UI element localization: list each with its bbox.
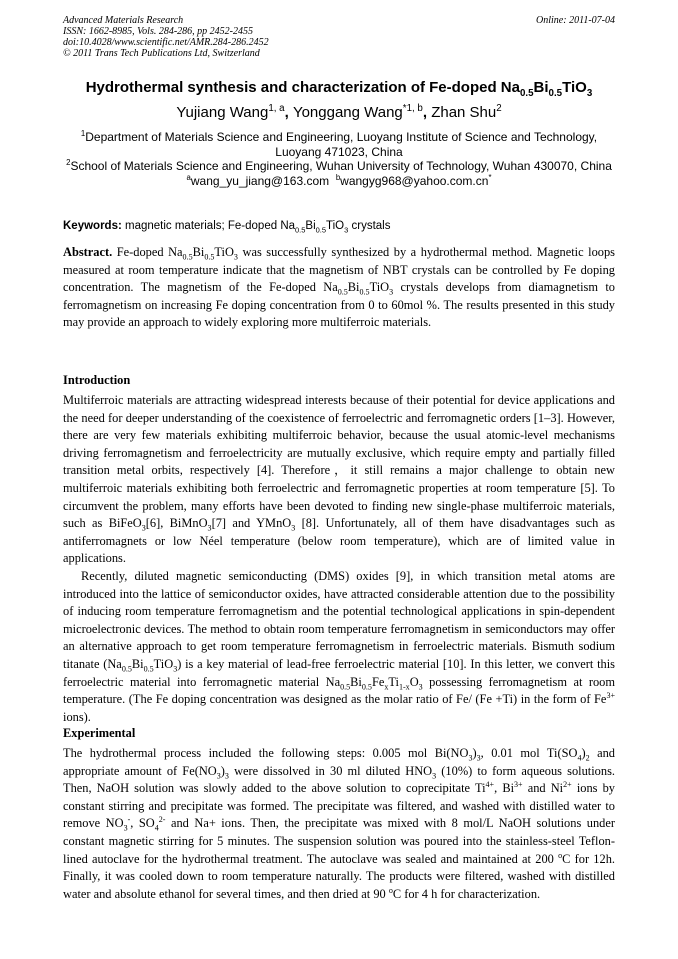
copyright-line: © 2011 Trans Tech Publications Ltd, Switzerland	[63, 48, 260, 59]
author-emails: $^a$wang_yu_jiang@163.com $^b$wangyg968@yahoo.com.cn*	[186, 172, 492, 188]
section-heading-experimental: Experimental	[63, 726, 136, 740]
email-link: wangyg968@yahoo.com.cn	[340, 173, 489, 188]
paragraph: The hydrothermal process included the following steps: 0.005 mol $Bi(NO_3)_3$, 0.01 mol $Ti(SO_4)_2$ and appropriate amount of $Fe(NO_3)_3$ were dissolved in 30 ml diluted $HNO_3$ (10%) to form aqueous solutions. Then, NaOH solution was slowly added to the above solution to coprecipitate $Ti^{4+}$, $Bi^{3+}$ and $Ni^{2+}$ ions by constant stirring and precipitate was formed. The precipitate was filtered, and washed with distilled water to remove $NO_3^-$, $SO_4^{2-}$ and Na+ ions. Then, the precipitate was mixed with 8 mol/L NaOH solutions under constant magnetic stirring for 5 minutes. The suspension solution was poured into the stainless-steel Teflon-lined autoclave for the hydrothermal treatment. The autoclave was sealed and maintained at 200 $^o$C for 12h. Finally, it was cooled down to room temperature naturally. The products were filtered, washed with distilled water and absolute ethanol for several times, and then dried at 90 $^o$C for 4 h for characterization.	[63, 746, 616, 901]
journal-header	[63, 15, 615, 59]
journal-name: Advanced Materials Research	[63, 15, 184, 26]
abstract: Abstract. Fe-doped $Na_{0.5}Bi_{0.5}TiO_3$ was successfully synthesized by a hydrothermal method. Magnetic loops measured at room temperature indicate that the magnetism of NBT crystals can be controlled by Fe doping concentration. The magnetism of the Fe-doped $Na_{0.5}Bi_{0.5}TiO_3$ crystals develops from diamagnetism to ferromagnetism on increasing Fe doping concentration from 0 to 60mol %. The results presented in this study may provide an approach to widely exploring more multiferroic materials.	[63, 245, 615, 330]
author-list: Yujiang Wang$^{1, a}$, Yonggang Wang$^{*1, b}$, Zhan Shu$^2$	[176, 103, 502, 121]
affiliation-1: $^1$Department of Materials Science and Engineering, Luoyang Institute of Science and Technology, Luoyang 471023, China	[80, 129, 598, 159]
experimental-body	[63, 745, 615, 903]
author-name: Yonggang Wang	[292, 104, 403, 121]
paragraph: Multiferroic materials are attracting widespread interests because of their potential for device applications and the need for deeper understanding of the coexistence of ferroelectric and ferromagnetic orders [1–3]. However, there are very few materials exhibiting multiferroic behavior, because the usual atomic-level mechanisms driving ferromagnetism and ferroelectricity are mutually exclusive, which require empty and partially filled transition metal orbits, respectively [4]. Therefore，it still remains a major challenge to obtain new multiferroic materials exhibiting both ferroelectric and ferromagnetic properties at room temperature [5]. To circumvent the problem, many efforts have been devoted to finding new single-phase multiferroic materials, such as BiFeO$_3$[6], BiMnO$_3$[7] and YMnO$_3$ [8]. Unfortunately, all of them have disadvantages such as antiferromagnets or low Néel temperature (below room temperature), which are of limited value in applications.	[63, 393, 615, 566]
affiliations	[63, 130, 615, 188]
author-name: Yujiang Wang	[176, 104, 269, 121]
section-heading-introduction: Introduction	[63, 373, 131, 387]
paragraph: Recently, diluted magnetic semiconducting (DMS) oxides [9], in which transition metal atoms are introduced into the lattice of semiconductor oxides, have attracted considerable attention due to the possibility of inducing room temperature ferromagnetism and the potential technological applications in spin-dependent microelectronic devices. The method to obtain room temperature ferromagnetism in semiconductors may offer an alternative approach to get room temperature ferromagnetism in ferroelectric materials. Bismuth sodium titanate $(Na_{0.5}Bi_{0.5}TiO_3)$ is a key material of lead-free ferroelectric material [10]. In this letter, we convert this ferroelectric material into ferromagnetic material $Na_{0.5}Bi_{0.5}Fe_xTi_{1-x}O_3$ possessing ferromagnetism at room temperature. (The Fe doping concentration was designed as the molar ratio of Fe/ (Fe +Ti) in the form of $Fe^{3+}$ ions).	[63, 568, 616, 724]
email-link: wang_yu_jiang@163.com	[190, 173, 330, 188]
introduction-body	[63, 392, 615, 726]
affiliation-2: $^2$School of Materials Science and Engineering, Wuhan University of Technology, Wuhan 430070, China	[66, 158, 612, 173]
author-name: Zhan Shu	[431, 104, 497, 121]
online-date: Online: 2011-07-04	[536, 15, 615, 26]
keywords: Keywords: magnetic materials; Fe-doped $Na_{0.5}Bi_{0.5}TiO_3$ crystals	[63, 220, 391, 235]
issn-line: ISSN: 1662-8985, Vols. 284-286, pp 2452-2455	[63, 26, 253, 37]
paper-title: Hydrothermal synthesis and characterization of Fe-doped $Na_{0.5}Bi_{0.5}TiO_3$	[85, 79, 593, 99]
doi-line: doi:10.4028/www.scientific.net/AMR.284-286.2452	[63, 37, 269, 48]
